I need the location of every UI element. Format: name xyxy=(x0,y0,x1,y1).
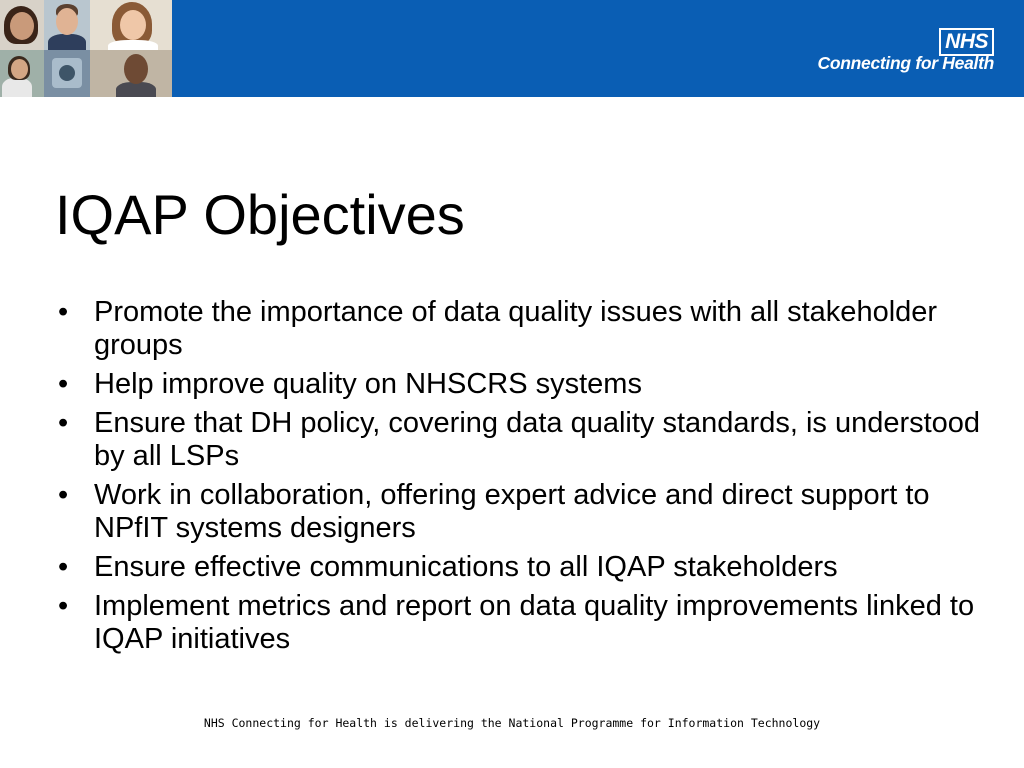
nhs-tagline: Connecting for Health xyxy=(817,53,994,73)
footer-text: NHS Connecting for Health is delivering the National Programme for Information Technology xyxy=(203,716,821,730)
objectives-list xyxy=(55,296,985,662)
bullet-icon: • xyxy=(58,296,69,328)
photo-tile xyxy=(90,50,172,97)
header-banner xyxy=(0,0,1024,97)
list-item xyxy=(55,368,985,401)
list-item-text: Implement metrics and report on data quality improvements linked to IQAP initiatives xyxy=(94,590,975,655)
nhs-branding xyxy=(794,28,994,78)
bullet-icon: • xyxy=(58,479,69,511)
nhs-logo: NHS xyxy=(939,28,994,56)
photo-tile xyxy=(44,0,90,50)
list-item-text: Ensure that DH policy, covering data quality standards, is understood by all LSPs xyxy=(94,407,981,472)
photo-tile xyxy=(90,0,172,50)
bullet-icon: • xyxy=(58,407,69,439)
list-item-text: Promote the importance of data quality issues with all stakeholder groups xyxy=(94,296,938,361)
list-item xyxy=(55,551,985,584)
photo-tile xyxy=(0,0,44,50)
bullet-icon: • xyxy=(58,590,69,622)
list-item xyxy=(55,296,985,362)
header-photo-collage xyxy=(0,0,172,97)
list-item-text: Work in collaboration, offering expert advice and direct support to NPfIT systems designers xyxy=(94,479,930,544)
photo-tile xyxy=(44,50,90,97)
list-item xyxy=(55,479,985,545)
list-item-text: Ensure effective communications to all IQAP stakeholders xyxy=(94,551,838,583)
bullet-icon: • xyxy=(58,551,69,583)
list-item-text: Help improve quality on NHSCRS systems xyxy=(94,368,642,400)
bullet-icon: • xyxy=(58,368,69,400)
slide-title: IQAP Objectives xyxy=(55,183,465,246)
photo-tile xyxy=(0,50,44,97)
list-item xyxy=(55,407,985,473)
list-item xyxy=(55,590,985,656)
